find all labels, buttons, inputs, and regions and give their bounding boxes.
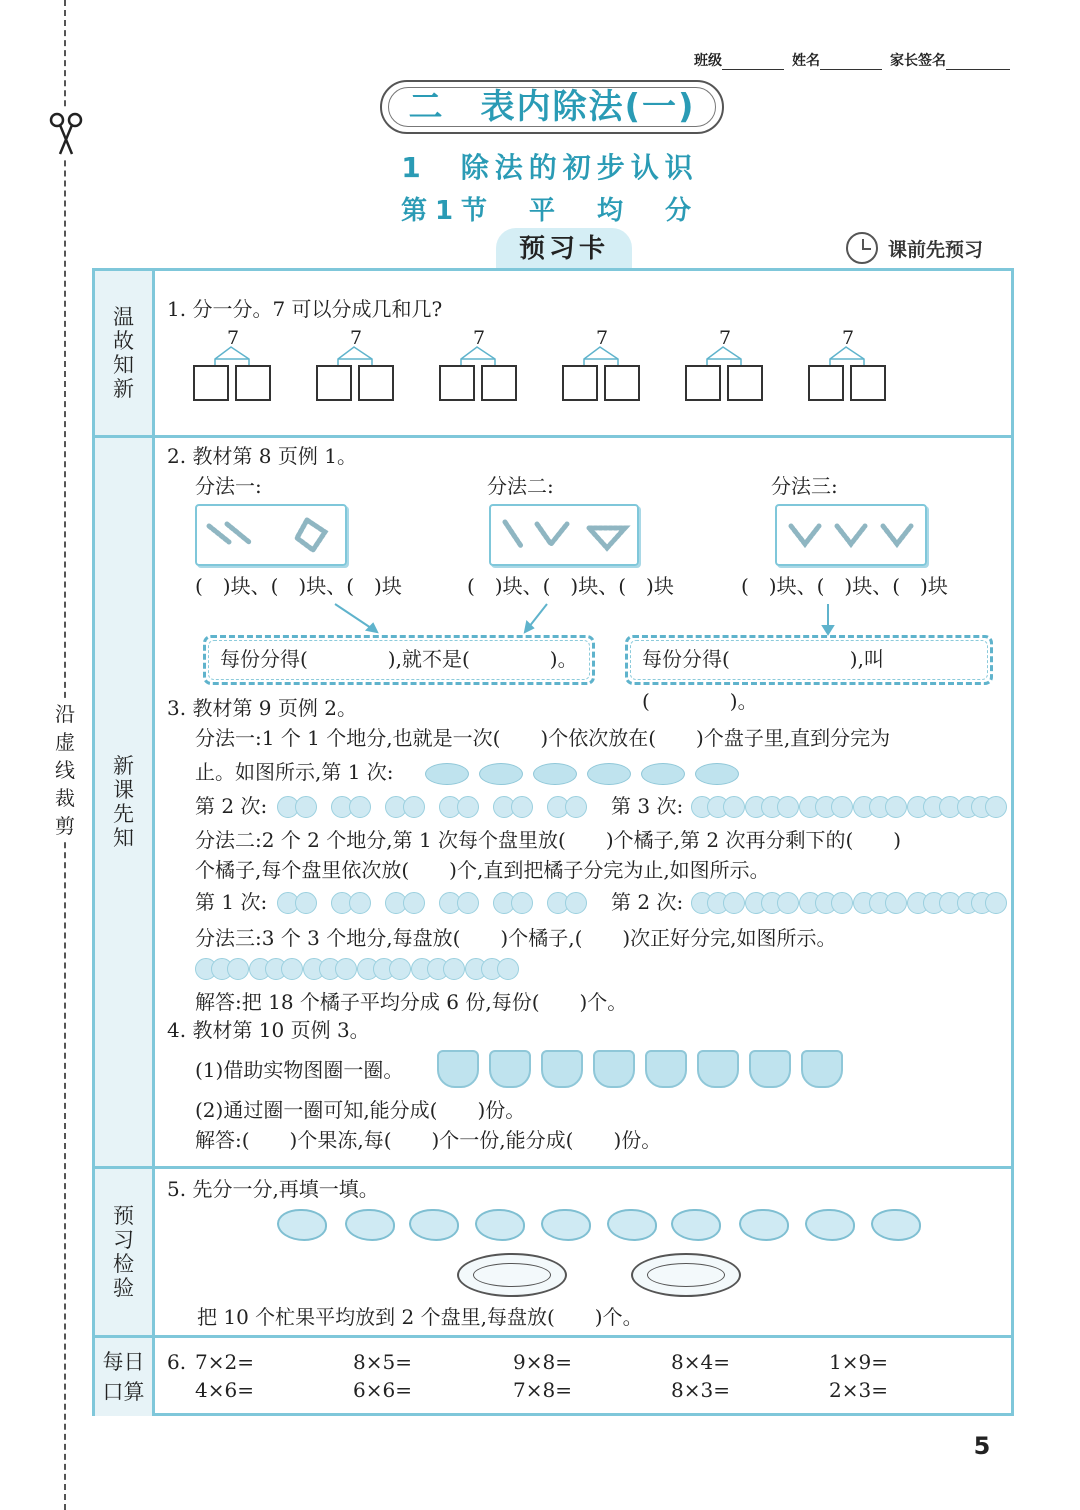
answer-box[interactable]	[193, 365, 229, 401]
answer-box[interactable]	[727, 365, 763, 401]
q3-text: 3. 教材第 9 页例 2。	[167, 696, 357, 720]
orange-icon	[295, 892, 317, 914]
orange-icon	[985, 796, 1007, 818]
calc-item[interactable]: 8×4=	[671, 1350, 730, 1374]
clock-icon	[846, 232, 878, 264]
calc-item[interactable]: 1×9=	[829, 1350, 888, 1374]
section-label-daily: 每日口算	[95, 1338, 155, 1416]
jelly-cup-icon	[541, 1050, 583, 1088]
orange-icon	[565, 796, 587, 818]
orange-icon	[723, 796, 745, 818]
cut-instruction: 沿 虚 线 裁 剪	[52, 700, 78, 840]
name-field[interactable]	[820, 50, 882, 70]
plate-icon	[533, 763, 577, 785]
orange-icon	[565, 892, 587, 914]
orange-icon	[389, 958, 411, 980]
worksheet-frame	[92, 268, 1014, 1416]
mango-icon	[475, 1209, 525, 1241]
q3-line6b: 第 2 次:	[611, 890, 684, 914]
q3-line5: 个橘子,每个盘里依次放( )个,直到把橘子分完为止,如图所示。	[195, 858, 770, 882]
q4-answer[interactable]: 解答:( )个果冻,每( )个一份,能分成( )份。	[195, 1128, 662, 1152]
card-label: 预习卡	[496, 228, 632, 270]
q1-text: 1. 分一分。7 可以分成几和几?	[167, 297, 443, 321]
mango-icon	[805, 1209, 855, 1241]
q2-blank2[interactable]: ( )块、( )块、( )块	[467, 574, 674, 598]
section-title: 第1节 平 均 分	[400, 196, 700, 226]
calc-item[interactable]: 4×6=	[195, 1378, 254, 1402]
chocolate-picture	[195, 504, 347, 566]
mango-icon	[277, 1209, 327, 1241]
answer-box[interactable]	[562, 365, 598, 401]
orange-icon	[777, 796, 799, 818]
answer-box[interactable]	[316, 365, 352, 401]
orange-icon	[511, 796, 533, 818]
q3-line4: 分法二:2 个 2 个地分,第 1 次每个盘里放( )个橘子,第 2 次再分剩下的( )	[195, 828, 902, 852]
plate-icon	[479, 763, 523, 785]
answer-box[interactable]	[235, 365, 271, 401]
orange-icon	[295, 796, 317, 818]
section-label-new: 新课先知	[95, 438, 155, 1166]
number-bond: 7	[685, 327, 765, 403]
q3-line6a: 第 1 次:	[195, 890, 268, 914]
jelly-cup-icon	[749, 1050, 791, 1088]
orange-icon	[885, 796, 907, 818]
jelly-cup-icon	[697, 1050, 739, 1088]
q5-answer[interactable]: 把 10 个杧果平均放到 2 个盘里,每盘放( )个。	[197, 1305, 643, 1329]
orange-icon	[281, 958, 303, 980]
mango-icon	[541, 1209, 591, 1241]
q4-text: 4. 教材第 10 页例 3。	[167, 1018, 370, 1042]
orange-icon	[777, 892, 799, 914]
plate-icon	[457, 1253, 567, 1297]
answer-box[interactable]	[685, 365, 721, 401]
section-label-check: 预习检验	[95, 1169, 155, 1335]
q2-method3-label: 分法三:	[771, 474, 838, 498]
mango-icon	[607, 1209, 657, 1241]
unit-title: 二 表内除法(一)	[380, 80, 724, 134]
calc-item[interactable]: 8×3=	[671, 1378, 730, 1402]
jelly-cup-icon	[437, 1050, 479, 1088]
orange-icon	[349, 796, 371, 818]
q4-sub2[interactable]: (2)通过圈一圈可知,能分成( )份。	[195, 1098, 526, 1122]
mango-icon	[871, 1209, 921, 1241]
orange-icon	[457, 796, 479, 818]
q6-number: 6.	[167, 1350, 187, 1374]
q5-text: 5. 先分一分,再填一填。	[167, 1177, 379, 1201]
orange-icon	[831, 892, 853, 914]
scissors-icon	[46, 108, 86, 158]
orange-icon	[349, 892, 371, 914]
section-review	[95, 271, 1011, 438]
mango-icon	[409, 1209, 459, 1241]
orange-icon	[335, 958, 357, 980]
calc-item[interactable]: 7×2=	[195, 1350, 254, 1374]
q3-line3b: 第 3 次:	[611, 794, 684, 818]
mango-icon	[345, 1209, 395, 1241]
student-info-fields	[690, 50, 1014, 70]
calc-item[interactable]: 9×8=	[513, 1350, 572, 1374]
q3-line2: 止。如图所示,第 1 次:	[195, 760, 394, 784]
number-bond: 7	[808, 327, 888, 403]
answer-box[interactable]	[358, 365, 394, 401]
q3-answer[interactable]: 解答:把 18 个橘子平均分成 6 份,每份( )个。	[195, 990, 628, 1014]
q4-sub1: (1)借助实物图圈一圈。	[195, 1058, 404, 1082]
q2-method2-label: 分法二:	[487, 474, 554, 498]
class-field[interactable]	[722, 50, 784, 70]
section-new	[95, 438, 1011, 1169]
plate-icon	[587, 763, 631, 785]
q2-blank3[interactable]: ( )块、( )块、( )块	[741, 574, 948, 598]
calc-item[interactable]: 6×6=	[353, 1378, 412, 1402]
chocolate-picture	[489, 504, 639, 566]
q3-line7: 分法三:3 个 3 个地分,每盘放( )个橘子,( )次正好分完,如图所示。	[195, 926, 837, 950]
page-number: 5	[960, 1432, 1004, 1460]
plate-icon	[631, 1253, 741, 1297]
orange-icon	[457, 892, 479, 914]
jelly-cup-icon	[593, 1050, 635, 1088]
q2-method1-label: 分法一:	[195, 474, 262, 498]
plate-icon	[641, 763, 685, 785]
orange-icon	[227, 958, 249, 980]
calc-item[interactable]: 2×3=	[829, 1378, 888, 1402]
number-bond: 7	[193, 327, 273, 403]
parent-signature-label: 家长签名	[890, 53, 946, 69]
jelly-cup-icon	[645, 1050, 687, 1088]
section-daily	[95, 1338, 1011, 1416]
chocolate-pieces-icon	[491, 506, 637, 564]
orange-icon	[985, 892, 1007, 914]
chocolate-pieces-icon	[777, 506, 925, 564]
answer-box[interactable]	[808, 365, 844, 401]
orange-icon	[443, 958, 465, 980]
class-label: 班级	[694, 53, 722, 69]
preview-tag	[846, 232, 983, 264]
name-label: 姓名	[792, 53, 820, 69]
answer-box[interactable]	[481, 365, 517, 401]
orange-icon	[511, 892, 533, 914]
preview-label: 课前先预习	[888, 238, 984, 261]
q3-line3a: 第 2 次:	[195, 794, 268, 818]
lesson-title: 1 除法的初步认识	[401, 151, 699, 184]
orange-icon	[403, 892, 425, 914]
conclusion-box-1[interactable]: 每份分得( ),就不是( )。	[203, 635, 595, 685]
section-check	[95, 1169, 1011, 1338]
chocolate-pieces-icon	[197, 506, 345, 564]
answer-box[interactable]	[850, 365, 886, 401]
number-bond: 7	[316, 327, 396, 403]
jelly-cup-icon	[489, 1050, 531, 1088]
q3-line1: 分法一:1 个 1 个地分,也就是一次( )个依次放在( )个盘子里,直到分完为	[195, 726, 891, 750]
jelly-cup-icon	[801, 1050, 843, 1088]
orange-icon	[497, 958, 519, 980]
plate-icon	[425, 763, 469, 785]
mango-icon	[671, 1209, 721, 1241]
orange-icon	[403, 796, 425, 818]
calc-item[interactable]: 8×5=	[353, 1350, 412, 1374]
number-bond: 7	[439, 327, 519, 403]
answer-box[interactable]	[439, 365, 475, 401]
calc-item[interactable]: 7×8=	[513, 1378, 572, 1402]
arrows-icon	[325, 602, 845, 638]
number-bond: 7	[562, 327, 642, 403]
mango-icon	[739, 1209, 789, 1241]
orange-icon	[831, 796, 853, 818]
q2-blank1[interactable]: ( )块、( )块、( )块	[195, 574, 402, 598]
plate-icon	[695, 763, 739, 785]
orange-icon	[723, 892, 745, 914]
parent-signature-field[interactable]	[946, 50, 1010, 70]
chocolate-picture	[775, 504, 927, 566]
conclusion-box-2[interactable]: 每份分得( ),叫( )。	[625, 635, 993, 685]
q2-text: 2. 教材第 8 页例 1。	[167, 444, 357, 468]
answer-box[interactable]	[604, 365, 640, 401]
section-label-review: 温故知新	[95, 271, 155, 435]
orange-icon	[885, 892, 907, 914]
